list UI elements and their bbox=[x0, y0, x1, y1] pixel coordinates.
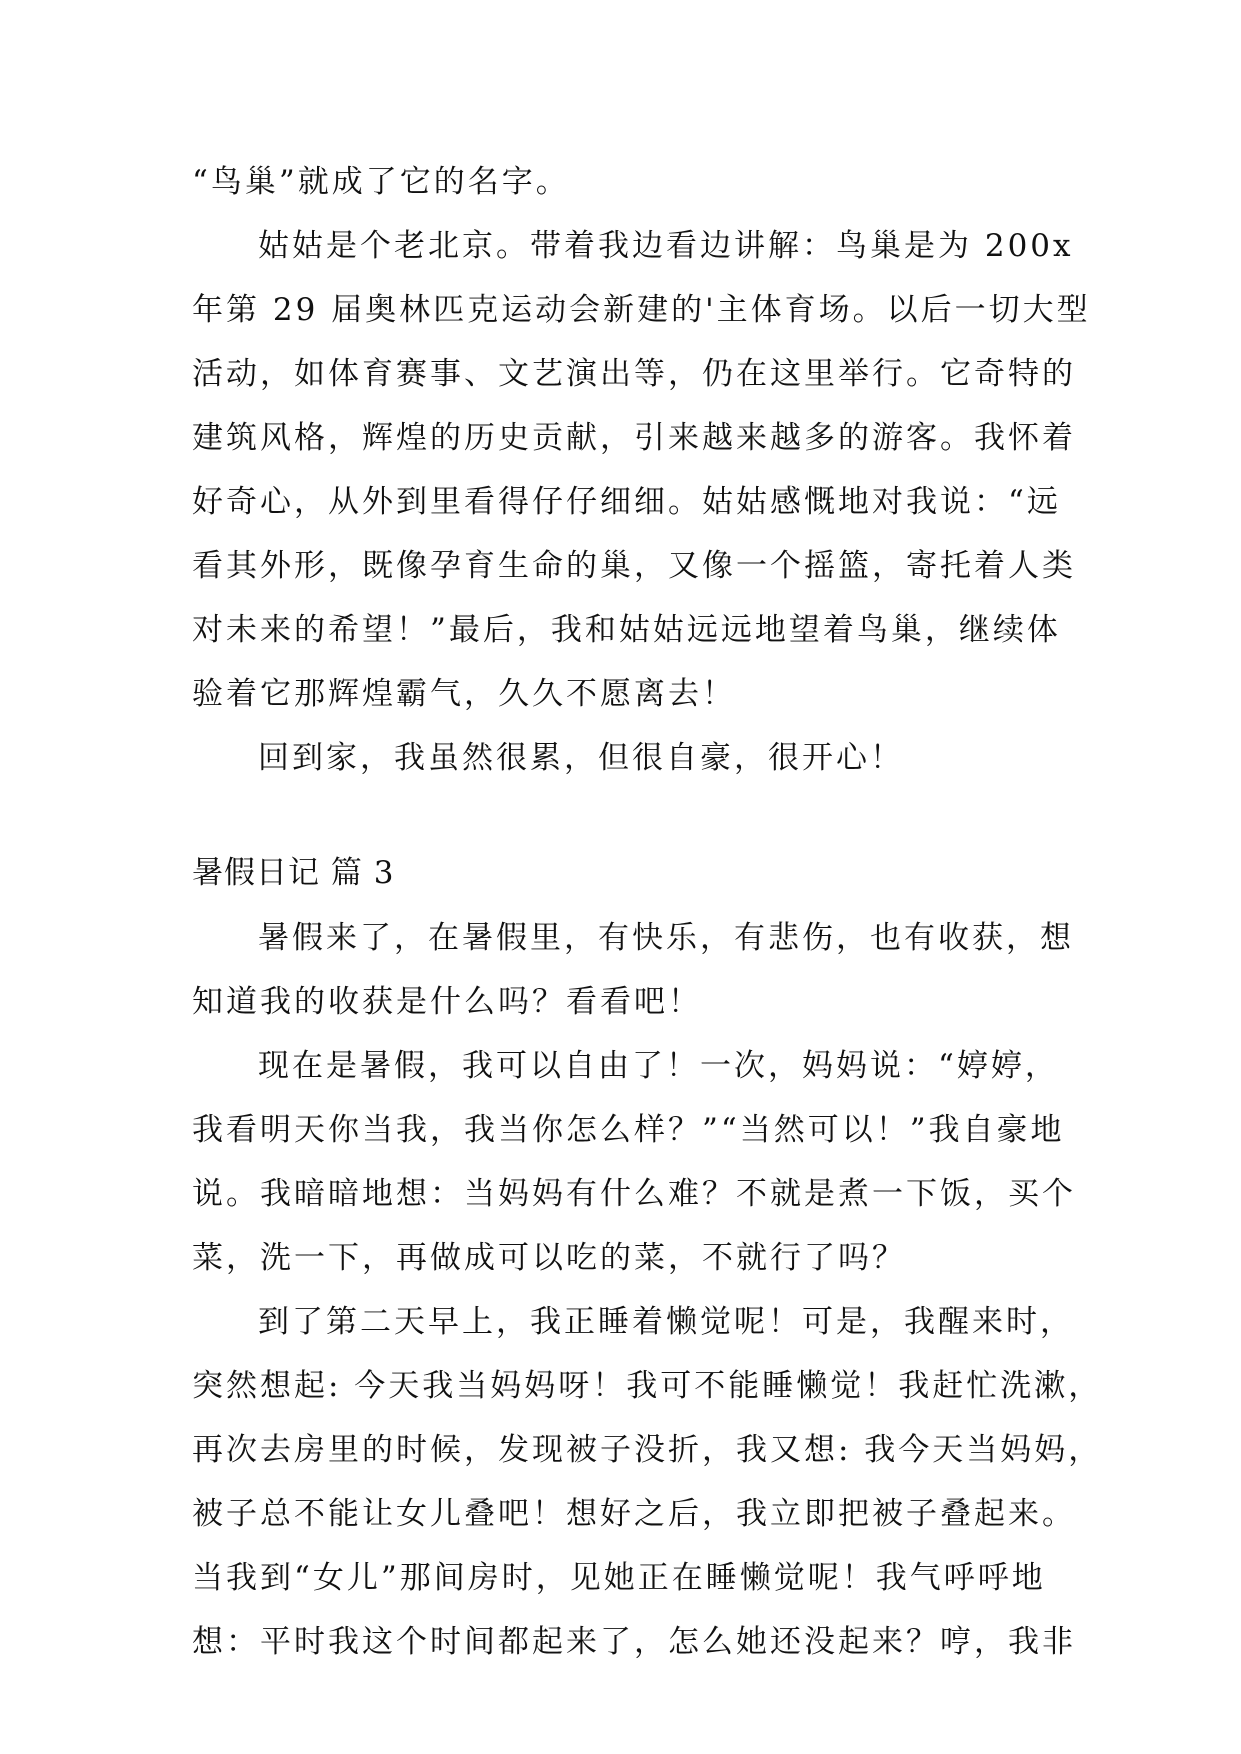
text-line: 突然想起: 今天我当妈妈呀！我可不能睡懒觉！我赶忙洗漱， bbox=[192, 1368, 1103, 1404]
text-line: “鸟巢”就成了它的名字。 bbox=[192, 164, 570, 200]
text-line: 对未来的希望！”最后，我和姑姑远远地望着鸟巢，继续体 bbox=[192, 612, 1061, 648]
text-line: 年第 29 届奥林匹克运动会新建的'主体育场。以后一切大型 bbox=[192, 292, 1091, 328]
text-line: 当我到“女儿”那间房时，见她正在睡懒觉呢！我气呼呼地 bbox=[192, 1560, 1046, 1596]
text-line: 想：平时我这个时间都起来了，怎么她还没起来？哼，我非 bbox=[192, 1624, 1076, 1660]
text-line: 知道我的收获是什么吗？看看吧！ bbox=[192, 984, 702, 1020]
text-line: 回到家，我虽然很累，但很自豪，很开心！ bbox=[258, 740, 904, 776]
paragraph-intro bbox=[192, 150, 1072, 214]
text-line: 验着它那辉煌霸气，久久不愿离去！ bbox=[192, 676, 736, 712]
text-line: 姑姑是个老北京。带着我边看边讲解：鸟巢是为 200x bbox=[258, 228, 1074, 264]
text-line: 现在是暑假，我可以自由了！一次，妈妈说：“婷婷， bbox=[258, 1048, 1059, 1084]
paragraph-summer-intro bbox=[192, 906, 1072, 1034]
text-line: 再次去房里的时候，发现被子没折，我又想: 我今天当妈妈， bbox=[192, 1432, 1103, 1468]
paragraph-swap-roles bbox=[192, 1034, 1076, 1290]
section-spacer bbox=[192, 790, 1072, 840]
document-body bbox=[192, 150, 1103, 1674]
text-line: 活动，如体育赛事、文艺演出等，仍在这里举行。它奇特的 bbox=[192, 356, 1076, 392]
text-line: 到了第二天早上，我正睡着懒觉呢！可是，我醒来时， bbox=[258, 1304, 1074, 1340]
text-line: 被子总不能让女儿叠吧！想好之后，我立即把被子叠起来。 bbox=[192, 1496, 1076, 1532]
section-heading: 暑假日记 篇 3 bbox=[192, 855, 395, 891]
text-line: 暑假来了，在暑假里，有快乐，有悲伤，也有收获，想 bbox=[258, 920, 1074, 956]
paragraph-aunt bbox=[192, 214, 1091, 726]
text-line: 建筑风格，辉煌的历史贡献，引来越来越多的游客。我怀着 bbox=[192, 420, 1076, 456]
paragraph-next-morning bbox=[192, 1290, 1103, 1674]
text-line: 好奇心，从外到里看得仔仔细细。姑姑感慨地对我说：“远 bbox=[192, 484, 1061, 520]
text-line: 我看明天你当我，我当你怎么样？”“当然可以！”我自豪地 bbox=[192, 1112, 1065, 1148]
text-line: 说。我暗暗地想：当妈妈有什么难？不就是煮一下饭，买个 bbox=[192, 1176, 1076, 1212]
paragraph-home bbox=[192, 726, 1072, 790]
text-line: 菜，洗一下，再做成可以吃的菜，不就行了吗？ bbox=[192, 1240, 906, 1276]
text-line: 看其外形，既像孕育生命的巢，又像一个摇篮，寄托着人类 bbox=[192, 548, 1076, 584]
